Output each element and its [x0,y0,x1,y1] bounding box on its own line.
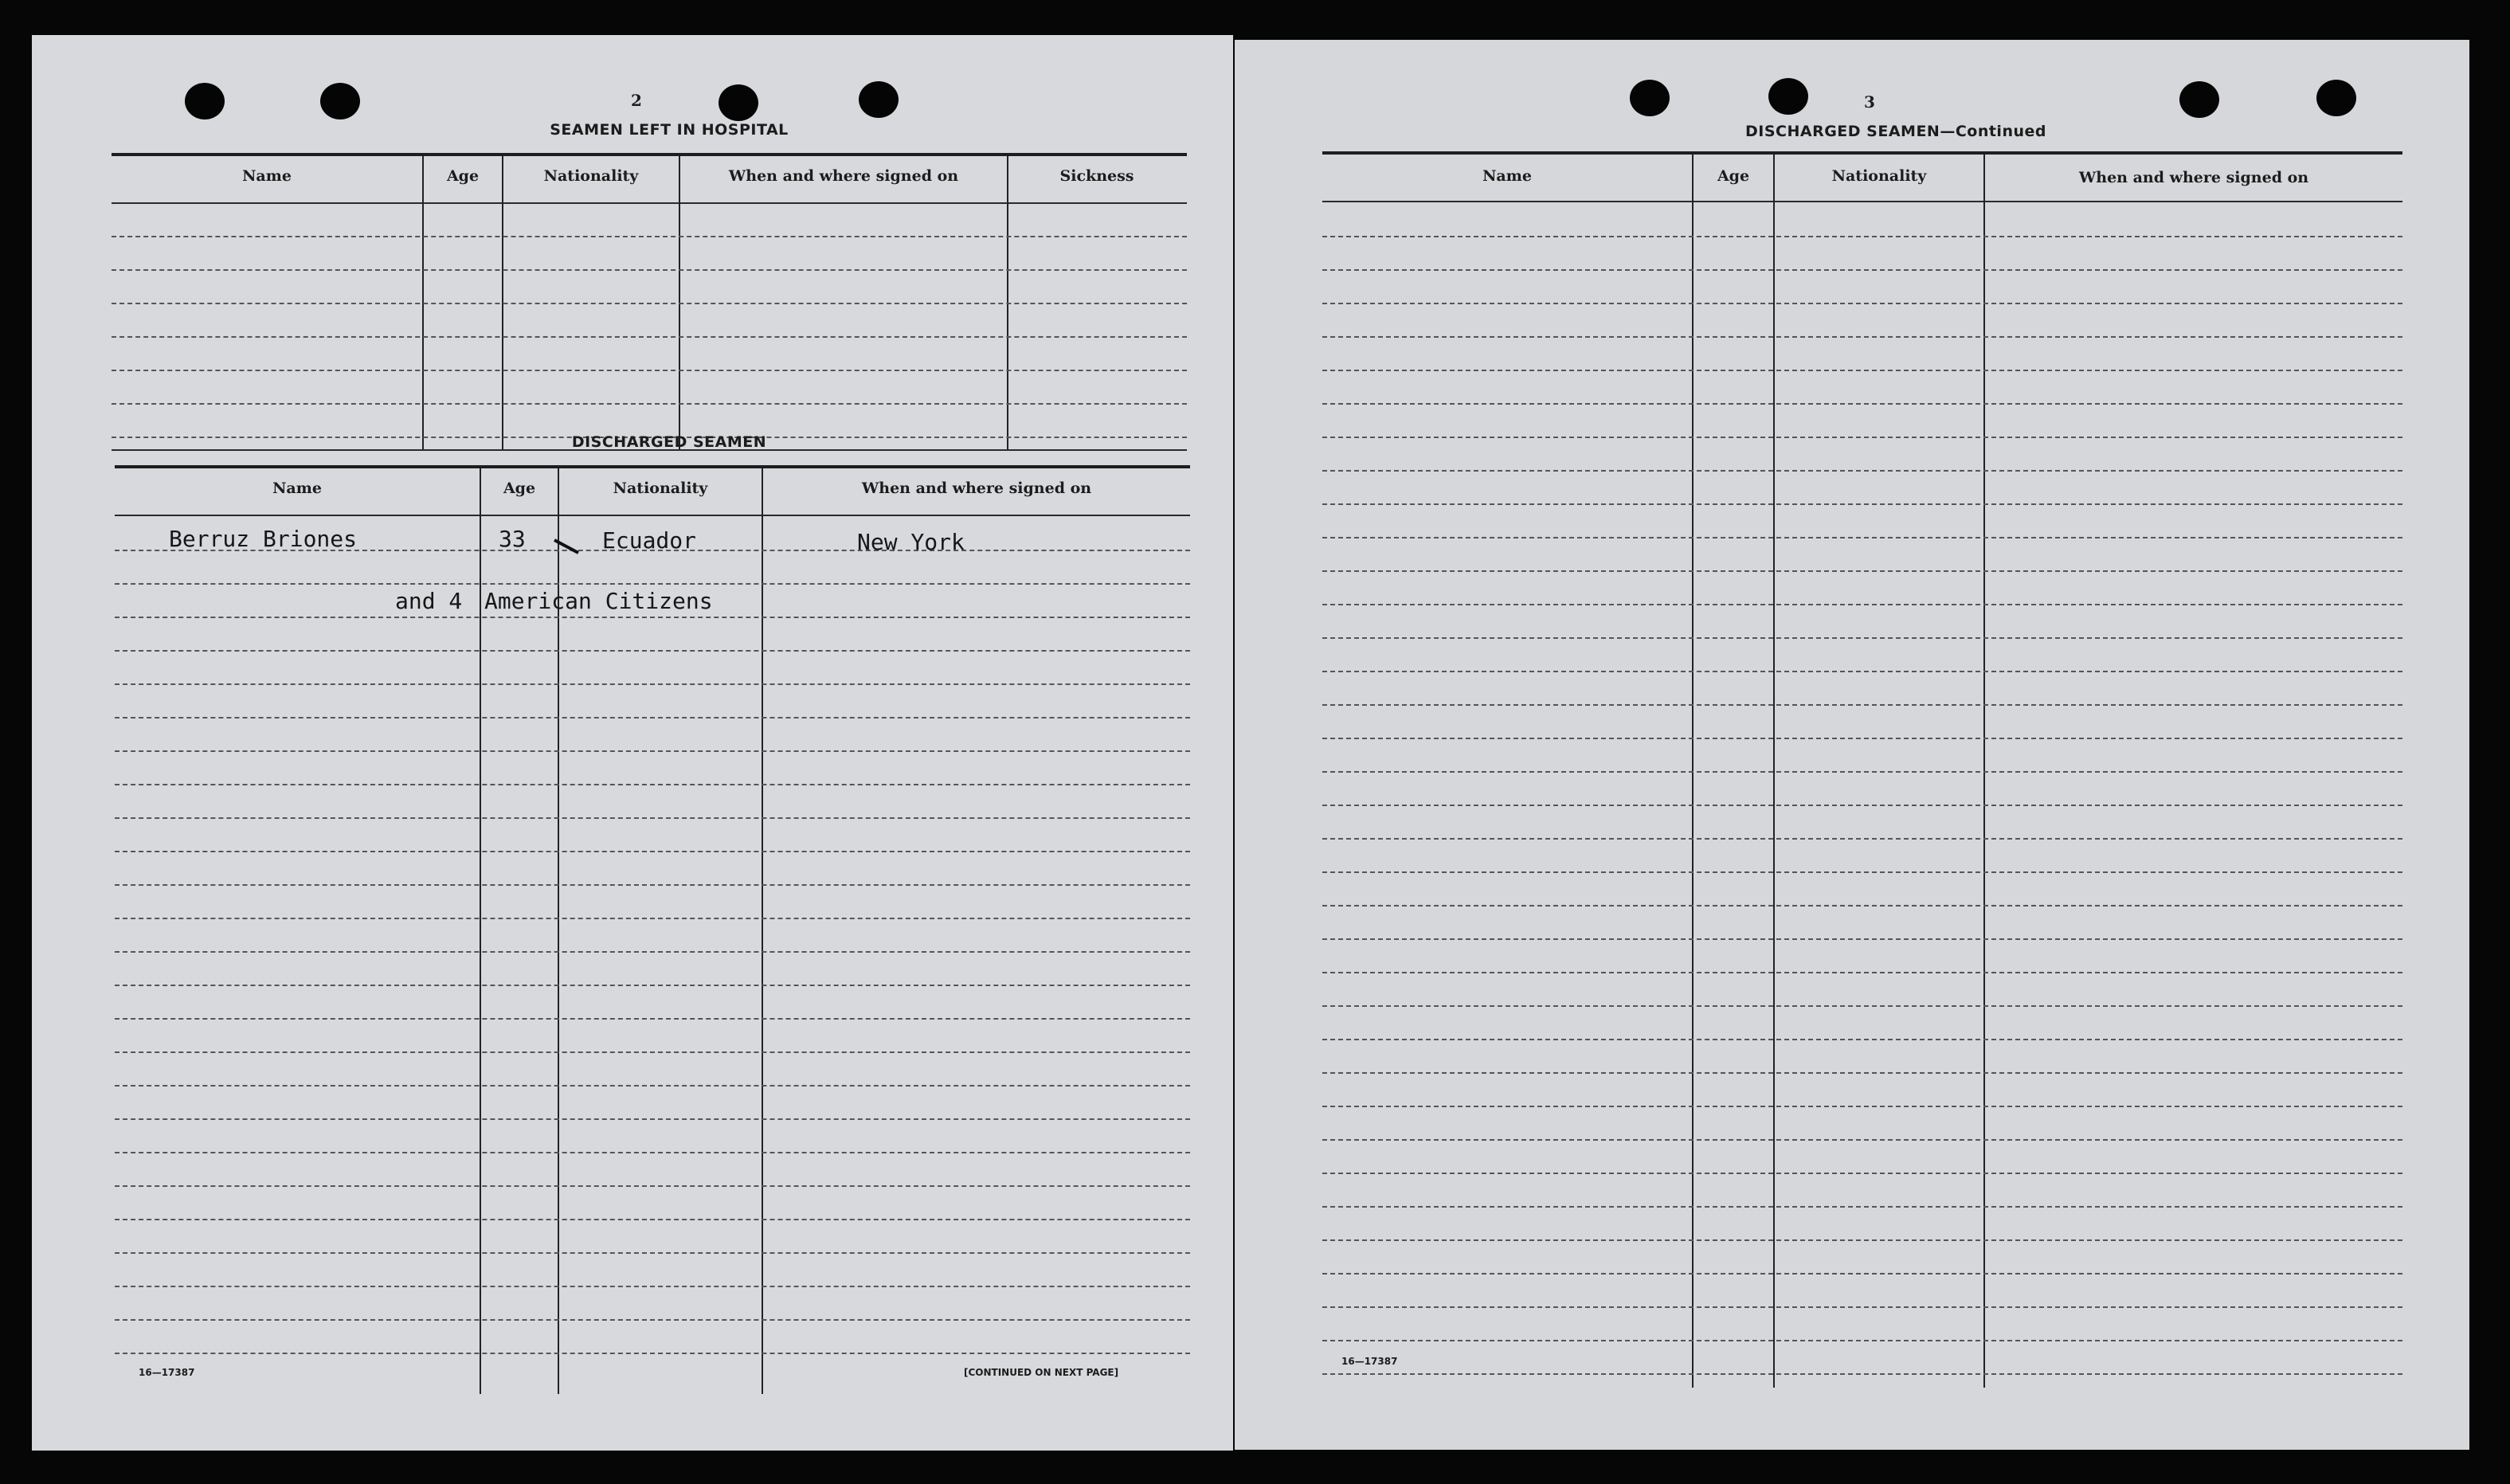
ruled-line [1322,1072,2402,1074]
punch-hole [1630,80,1670,116]
ruled-line [1322,905,2402,906]
seaman-signed-on: New York [857,529,965,555]
col-header-age: Age [1717,167,1750,185]
ruled-line [1322,1273,2402,1275]
form-number: 16—17387 [139,1367,195,1378]
punch-hole [719,84,758,121]
ruled-line [115,918,1190,919]
ruled-line [112,236,1187,237]
ruled-line [1322,805,2402,806]
ruled-line [1322,403,2402,405]
column-divider [762,468,763,1394]
ruled-line [1322,1106,2402,1107]
ruled-line [115,1252,1190,1254]
ruled-line [115,583,1190,585]
ruled-line [115,1319,1190,1321]
table-rule [1322,201,2402,202]
ruled-line [112,370,1187,371]
seaman-age: 33 [499,526,526,552]
ruled-line [1322,637,2402,639]
ruled-line [115,817,1190,819]
ruled-line [115,717,1190,719]
discharged-section-title: DISCHARGED SEAMEN [571,433,767,451]
ruled-line [1322,303,2402,304]
ruled-line [115,784,1190,785]
left-form-page [32,35,1233,1451]
ruled-line [115,884,1190,886]
ruled-line [1322,269,2402,271]
punch-hole [185,83,225,119]
punch-hole [859,81,899,118]
ruled-line [115,650,1190,652]
ruled-line [115,1286,1190,1287]
ruled-line [115,1185,1190,1187]
col-header-signed-on: When and where signed on [2078,169,2309,186]
page-number: 2 [631,91,642,110]
ruled-line [1322,1206,2402,1208]
additional-crew-note: American Citizens [484,588,713,614]
ruled-line [112,303,1187,304]
col-header-nationality: Nationality [543,167,639,185]
ruled-line [115,617,1190,618]
hospital-section-title: SEAMEN LEFT IN HOSPITAL [550,121,789,139]
ruled-line [1322,1340,2402,1341]
additional-crew-count: and 4 [395,588,463,614]
ruled-line [1322,537,2402,538]
ruled-line [115,851,1190,852]
ruled-line [1322,604,2402,605]
table-rule [115,515,1190,516]
ruled-line [115,1085,1190,1087]
table-rule [112,202,1187,204]
punch-hole [320,83,360,119]
ruled-line [115,1118,1190,1120]
page-number: 3 [1864,92,1875,112]
ruled-line [112,269,1187,271]
table-rule [1322,151,2402,155]
ruled-line [1322,1173,2402,1174]
ruled-line [1322,838,2402,840]
col-header-name: Name [1482,167,1532,185]
ruled-line [1322,1373,2402,1375]
ruled-line [1322,938,2402,940]
col-header-signed-on: When and where signed on [728,167,959,185]
ruled-line [1322,437,2402,438]
ruled-line [1322,1239,2402,1241]
col-header-name: Name [242,167,292,185]
ruled-line [1322,771,2402,773]
seaman-name: Berruz Briones [169,526,358,552]
ruled-line [115,1353,1190,1354]
col-header-age: Age [503,480,536,497]
ruled-line [115,1152,1190,1153]
ruled-line [1322,1306,2402,1308]
ruled-line [1322,236,2402,237]
punch-hole [2316,80,2356,116]
punch-hole [1768,78,1808,115]
ruled-line [1322,671,2402,672]
ruled-line [115,1051,1190,1053]
ruled-line [1322,972,2402,973]
table-rule [115,465,1190,468]
ruled-line [1322,503,2402,505]
col-header-sickness: Sickness [1059,167,1134,185]
col-header-signed-on: When and where signed on [861,480,1092,497]
ruled-line [1322,704,2402,706]
seaman-nationality: Ecuador [602,527,697,554]
ruled-line [115,750,1190,752]
ruled-line [1322,1139,2402,1141]
punch-hole [2179,81,2219,118]
column-divider [480,468,481,1394]
col-header-nationality: Nationality [613,480,708,497]
col-header-name: Name [272,480,322,497]
ruled-line [115,951,1190,953]
ruled-line [1322,336,2402,338]
ruled-line [112,403,1187,405]
discharged-continued-title: DISCHARGED SEAMEN—Continued [1745,123,2046,140]
ruled-line [115,683,1190,685]
continued-note: [CONTINUED ON NEXT PAGE] [964,1367,1119,1378]
table-rule [112,153,1187,156]
right-form-page [1235,40,2469,1450]
ruled-line [1322,1039,2402,1040]
ruled-line [1322,1005,2402,1007]
form-number: 16—17387 [1341,1356,1398,1367]
ruled-line [115,985,1190,986]
ruled-line [1322,871,2402,873]
ruled-line [1322,570,2402,572]
ruled-line [115,1018,1190,1020]
ruled-line [1322,370,2402,371]
ruled-line [112,336,1187,338]
ruled-line [1322,470,2402,472]
col-header-nationality: Nationality [1831,167,1927,185]
col-header-age: Age [446,167,480,185]
ruled-line [115,1219,1190,1220]
ruled-line [1322,738,2402,739]
